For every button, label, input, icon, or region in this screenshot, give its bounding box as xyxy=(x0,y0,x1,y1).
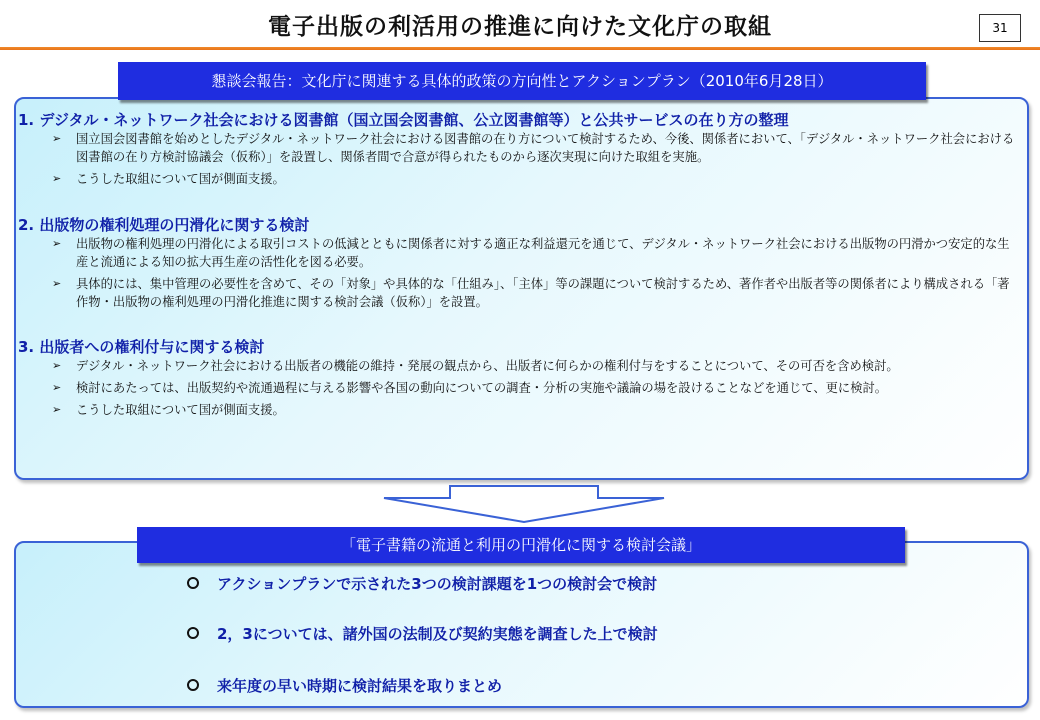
bullet-item xyxy=(18,357,1022,375)
conclusion-text: 来年度の早い時期に検討結果を取りまとめ xyxy=(217,677,503,695)
arrow-bullet-icon: ➢ xyxy=(52,381,62,394)
bullet-text: 検討にあたっては、出版契約や流通過程に与える影響や各国の動向についての調査・分析の実施や議論の場を設けることなどを通じて、更に検討。 xyxy=(76,381,888,395)
section-heading: 2. 出版物の権利処理の円滑化に関する検討 xyxy=(18,216,310,234)
meeting-banner: 「電子書籍の流通と利用の円滑化に関する検討会議」 xyxy=(137,527,905,563)
bullet-item xyxy=(18,170,1022,188)
bullet-text: デジタル・ネットワーク社会における出版者の機能の維持・発展の観点から、出版者に何らかの権利付与をすることについて、その可否を含め検討。 xyxy=(76,359,899,373)
page-number: 31 xyxy=(979,14,1021,42)
conclusion-item xyxy=(187,622,658,647)
bullet-text: こうした取組について国が側面支援。 xyxy=(76,172,285,186)
bullet-item xyxy=(18,379,1022,397)
section-1 xyxy=(18,110,1022,188)
section-2 xyxy=(18,215,1022,311)
conclusion-item xyxy=(187,572,658,597)
section-3 xyxy=(18,337,1022,419)
arrow-bullet-icon: ➢ xyxy=(52,359,62,372)
bullet-item xyxy=(18,130,1022,166)
bullet-text: 国立国会図書館を始めとしたデジタル・ネットワーク社会における図書館の在り方について検討するため、今後、関係者において、「デジタル・ネットワーク社会における図書館の在り方検討協議会（仮称）」を設置し、関係者間で合意が得られたものから逐次実現に向けた取組を実施。 xyxy=(76,132,1015,164)
header-divider xyxy=(0,47,1040,50)
circle-bullet-icon xyxy=(187,577,199,589)
bullet-item xyxy=(18,275,1022,311)
bullet-item xyxy=(18,235,1022,271)
conclusion-text: 2，3については、諸外国の法制及び契約実態を調査した上で検討 xyxy=(217,625,658,643)
section-heading: 1. デジタル・ネットワーク社会における図書館（国立国会図書館、公立図書館等）と公共サービスの在り方の整理 xyxy=(18,111,789,129)
bullet-text: こうした取組について国が側面支援。 xyxy=(76,403,285,417)
bullet-text: 出版物の権利処理の円滑化による取引コストの低減とともに関係者に対する適正な利益還元を通じて、デジタル・ネットワーク社会における出版物の円滑かつ安定的な生産と流通による知の拡大再生産の活性化を図る必要。 xyxy=(76,237,1010,269)
section-heading: 3. 出版者への権利付与に関する検討 xyxy=(18,338,265,356)
conclusion-item xyxy=(187,674,658,699)
arrow-bullet-icon: ➢ xyxy=(52,277,62,290)
conclusion-text: アクションプランで示された3つの検討課題を1つの検討会で検討 xyxy=(217,575,658,593)
down-arrow-icon xyxy=(374,484,674,524)
page-title: 電子出版の利活用の推進に向けた文化庁の取組 xyxy=(268,14,772,40)
circle-bullet-icon xyxy=(187,627,199,639)
arrow-bullet-icon: ➢ xyxy=(52,403,62,416)
conclusion-list xyxy=(187,572,658,699)
arrow-bullet-icon: ➢ xyxy=(52,237,62,250)
report-banner: 懇談会報告：文化庁に関連する具体的政策の方向性とアクションプラン（2010年6月28日） xyxy=(118,62,926,100)
bullet-item xyxy=(18,401,1022,419)
bullet-text: 具体的には、集中管理の必要性を含めて、その「対象」や具体的な「仕組み」、「主体」等の課題について検討するため、著作者や出版者等の関係者により構成される「著作物・出版物の権利処理の円滑化推進に関する検討会議（仮称）」を設置。 xyxy=(76,277,1010,309)
arrow-bullet-icon: ➢ xyxy=(52,132,62,145)
arrow-bullet-icon: ➢ xyxy=(52,172,62,185)
circle-bullet-icon xyxy=(187,679,199,691)
